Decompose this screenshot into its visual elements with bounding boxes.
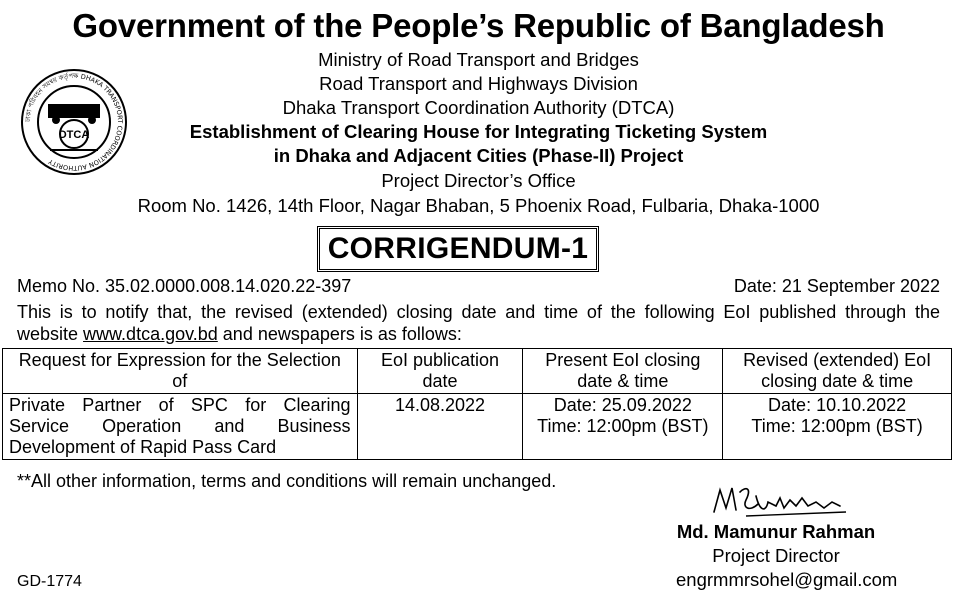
footnote: **All other information, terms and conditions will remain unchanged. <box>17 471 557 491</box>
notice-line-1: This is to notify that, the revised (extended) closing date and time of the following EoI published through the <box>17 302 940 322</box>
ministry-line: Ministry of Road Transport and Bridges <box>318 49 639 70</box>
cell-present-closing <box>523 394 723 460</box>
header-publication-date: EoI publication date <box>357 349 523 394</box>
cell-subject: Private Partner of SPC for Clearing Service Operation and Business Development of Rapid Pass Card <box>3 394 358 460</box>
header-revised-closing: Revised (extended) EoI closing date & time <box>723 349 952 394</box>
table-row <box>3 394 952 460</box>
signatory-name: Md. Mamunur Rahman <box>676 521 876 542</box>
signature <box>706 482 856 522</box>
revised-closing-date: Date: 10.10.2022 <box>768 395 907 415</box>
government-title: Government of the People’s Republic of Bangladesh <box>72 7 885 44</box>
notice-suffix: and newspapers is as follows: <box>217 324 462 344</box>
project-title-line-1: Establishment of Clearing House for Integrating Ticketing System <box>189 121 768 142</box>
dtca-logo <box>20 68 128 176</box>
header-subject: Request for Expression for the Selection of <box>3 349 358 394</box>
memo-number: Memo No. 35.02.0000.008.14.020.22-397 <box>17 276 352 296</box>
signatory-email: engrmmrsohel@gmail.com <box>676 569 898 590</box>
revised-closing-time: Time: 12:00pm (BST) <box>751 416 923 436</box>
website-link[interactable]: www.dtca.gov.bd <box>83 324 218 344</box>
eoi-table <box>2 348 952 460</box>
signatory-title: Project Director <box>712 545 840 566</box>
header-present-closing: Present EoI closing date & time <box>523 349 723 394</box>
signatory-block <box>676 520 898 592</box>
authority-line: Dhaka Transport Coordination Authority (DTCA) <box>282 97 675 118</box>
division-line: Road Transport and Highways Division <box>319 73 638 94</box>
logo-ring-text: ঢাকা পরিবহন সমন্বয় কর্তৃপক্ষ DHAKA TRANSPORT COORDINATION AUTHORITY <box>23 71 125 173</box>
present-closing-date: Date: 25.09.2022 <box>553 395 692 415</box>
corrigendum-heading: CORRIGENDUM-1 <box>317 226 599 272</box>
logo-center-text: DTCA <box>58 129 90 141</box>
cell-revised-closing <box>723 394 952 460</box>
reference-number: GD-1774 <box>17 573 82 590</box>
cell-publication-date: 14.08.2022 <box>357 394 523 460</box>
issue-date: Date: 21 September 2022 <box>733 276 940 296</box>
table-header-row <box>3 349 952 394</box>
bus-icon <box>48 104 100 118</box>
present-closing-time: Time: 12:00pm (BST) <box>537 416 709 436</box>
notice-prefix: website <box>17 324 84 344</box>
notice-paragraph <box>17 301 940 345</box>
office-line: Project Director’s Office <box>381 170 576 191</box>
address-line: Room No. 1426, 14th Floor, Nagar Bhaban, 5 Phoenix Road, Fulbaria, Dhaka-1000 <box>137 195 820 216</box>
project-title-line-2: in Dhaka and Adjacent Cities (Phase-II) Project <box>273 145 684 166</box>
